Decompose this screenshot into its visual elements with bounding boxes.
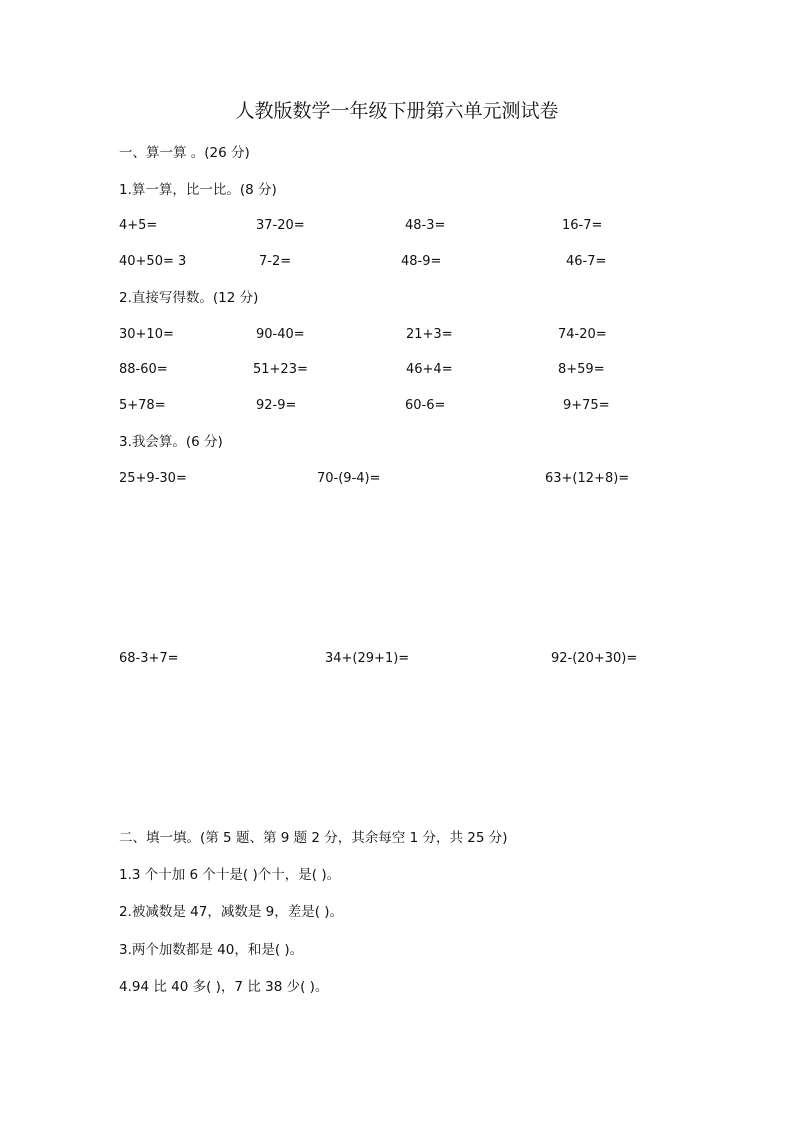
q1-row-1 bbox=[0, 217, 794, 235]
page-title: 人教版数学一年级下册第六单元测试卷 bbox=[235, 100, 559, 122]
fill-question-3: 3.两个加数都是 40，和是( )。 bbox=[119, 942, 304, 958]
q2-heading: 2.直接写得数。(12 分) bbox=[119, 290, 259, 306]
expression: 48-9= bbox=[401, 254, 442, 269]
expression: 60-6= bbox=[405, 398, 446, 413]
expression: 68-3+7= bbox=[119, 651, 179, 666]
expression: 46+4= bbox=[406, 362, 453, 377]
expression: 37-20= bbox=[256, 218, 305, 233]
q3-row-2 bbox=[0, 650, 794, 668]
expression: 34+(29+1)= bbox=[325, 651, 410, 666]
q3-row-1 bbox=[0, 470, 794, 488]
expression: 4+5= bbox=[119, 218, 158, 233]
expression: 8+59= bbox=[558, 362, 605, 377]
expression: 88-60= bbox=[119, 362, 168, 377]
expression: 92-9= bbox=[256, 398, 297, 413]
fill-question-2: 2.被减数是 47，减数是 9，差是( )。 bbox=[119, 904, 344, 920]
expression: 51+23= bbox=[253, 362, 308, 377]
expression: 5+78= bbox=[119, 398, 166, 413]
expression: 63+(12+8)= bbox=[545, 471, 630, 486]
q3-heading: 3.我会算。(6 分) bbox=[119, 434, 223, 450]
expression: 7-2= bbox=[259, 254, 292, 269]
q1-row-2 bbox=[0, 253, 794, 271]
q2-row-3 bbox=[0, 397, 794, 415]
q1-heading: 1.算一算，比一比。(8 分) bbox=[119, 182, 277, 198]
expression: 40+50= 3 bbox=[119, 254, 187, 269]
expression: 90-40= bbox=[256, 327, 305, 342]
fill-question-1: 1.3 个十加 6 个十是( )个十，是( )。 bbox=[119, 867, 341, 883]
q2-row-1 bbox=[0, 326, 794, 344]
expression: 74-20= bbox=[558, 327, 607, 342]
expression: 16-7= bbox=[562, 218, 603, 233]
expression: 25+9-30= bbox=[119, 471, 187, 486]
section2-heading: 二、填一填。(第 5 题、第 9 题 2 分，其余每空 1 分，共 25 分) bbox=[119, 830, 508, 846]
expression: 21+3= bbox=[406, 327, 453, 342]
expression: 30+10= bbox=[119, 327, 174, 342]
expression: 48-3= bbox=[405, 218, 446, 233]
expression: 9+75= bbox=[563, 398, 610, 413]
expression: 70-(9-4)= bbox=[317, 471, 381, 486]
q2-row-2 bbox=[0, 361, 794, 379]
expression: 46-7= bbox=[566, 254, 607, 269]
fill-question-4: 4.94 比 40 多( )，7 比 38 少( )。 bbox=[119, 979, 329, 995]
expression: 92-(20+30)= bbox=[551, 651, 638, 666]
section1-heading: 一、算一算 。(26 分) bbox=[119, 145, 250, 161]
